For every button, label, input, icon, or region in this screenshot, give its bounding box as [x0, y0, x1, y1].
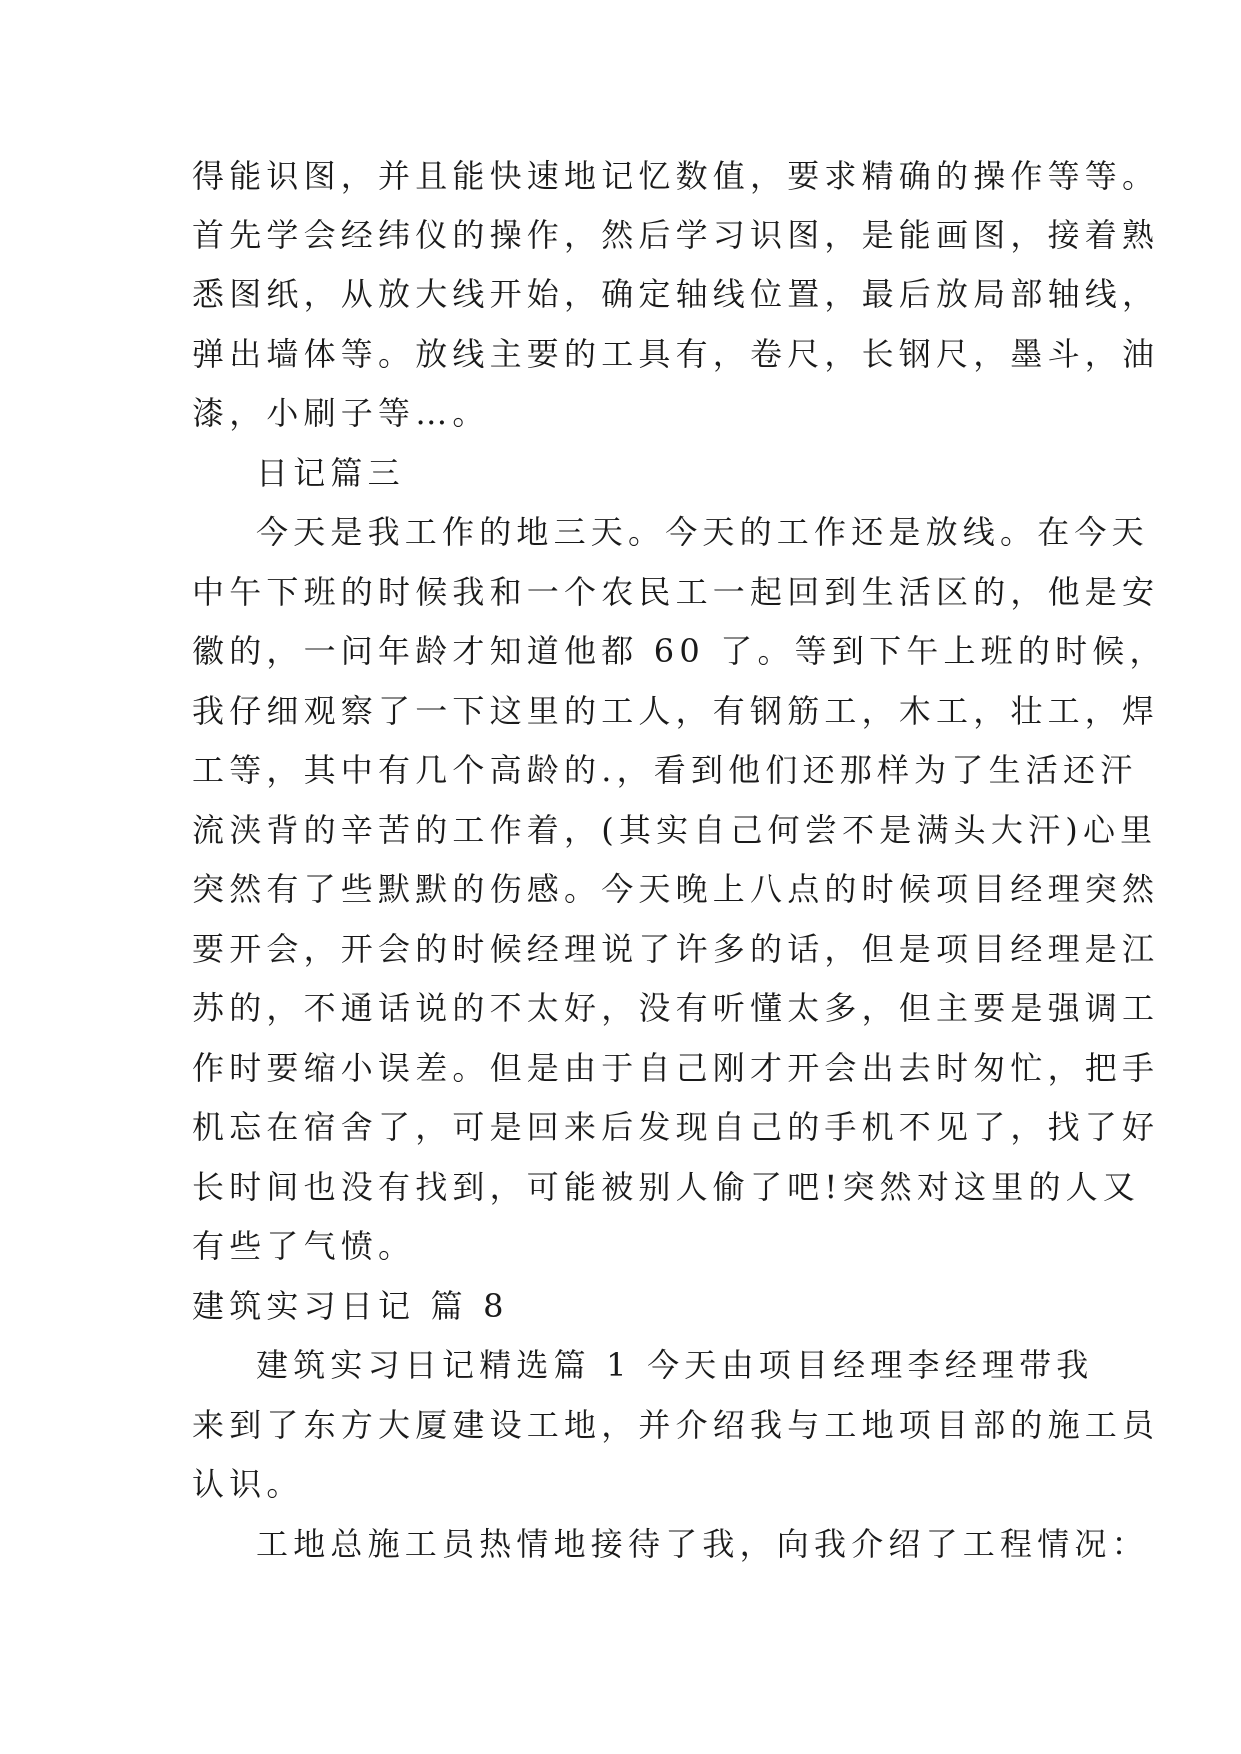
section-heading: 日记篇三 — [256, 454, 405, 492]
text-line: 建筑实习日记精选篇 1 今天由项目经理李经理带我 — [256, 1346, 1094, 1384]
text-line: 有些了气愤。 — [192, 1227, 416, 1265]
text-line: 漆，小刷子等…。 — [192, 394, 490, 432]
text-line: 得能识图，并且能快速地记忆数值，要求精确的操作等等。 — [192, 157, 1160, 195]
text-line: 徽的，一问年龄才知道他都 60 了。等到下午上班的时候， — [192, 632, 1167, 670]
text-line: 流浃背的辛苦的工作着，(其实自己何尝不是满头大汗)心里 — [192, 811, 1158, 849]
text-line: 弹出墙体等。放线主要的工具有，卷尺，长钢尺，墨斗，油 — [192, 335, 1160, 373]
text-line: 工地总施工员热情地接待了我，向我介绍了工程情况： — [256, 1525, 1149, 1563]
text-line: 首先学会经纬仪的操作，然后学习识图，是能画图，接着熟 — [192, 216, 1160, 254]
text-line: 工等，其中有几个高龄的.，看到他们还那样为了生活还汗 — [192, 751, 1138, 789]
text-line: 机忘在宿舍了，可是回来后发现自己的手机不见了，找了好 — [192, 1108, 1160, 1146]
text-line: 突然有了些默默的伤感。今天晚上八点的时候项目经理突然 — [192, 870, 1160, 908]
text-line: 悉图纸，从放大线开始，确定轴线位置，最后放局部轴线， — [192, 275, 1160, 313]
text-line: 来到了东方大厦建设工地，并介绍我与工地项目部的施工员 — [192, 1406, 1160, 1444]
text-line: 要开会，开会的时候经理说了许多的话，但是项目经理是江 — [192, 930, 1160, 968]
section-heading: 建筑实习日记 篇 8 — [192, 1287, 509, 1325]
text-line: 今天是我工作的地三天。今天的工作还是放线。在今天 — [256, 513, 1149, 551]
text-line: 作时要缩小误差。但是由于自己刚才开会出去时匆忙，把手 — [192, 1049, 1160, 1087]
text-line: 苏的，不通话说的不太好，没有听懂太多，但主要是强调工 — [192, 989, 1160, 1027]
text-line: 长时间也没有找到，可能被别人偷了吧!突然对这里的人又 — [192, 1168, 1141, 1206]
text-line: 认识。 — [192, 1465, 304, 1503]
text-line: 我仔细观察了一下这里的工人，有钢筋工，木工，壮工，焊 — [192, 692, 1160, 730]
text-line: 中午下班的时候我和一个农民工一起回到生活区的，他是安 — [192, 573, 1160, 611]
